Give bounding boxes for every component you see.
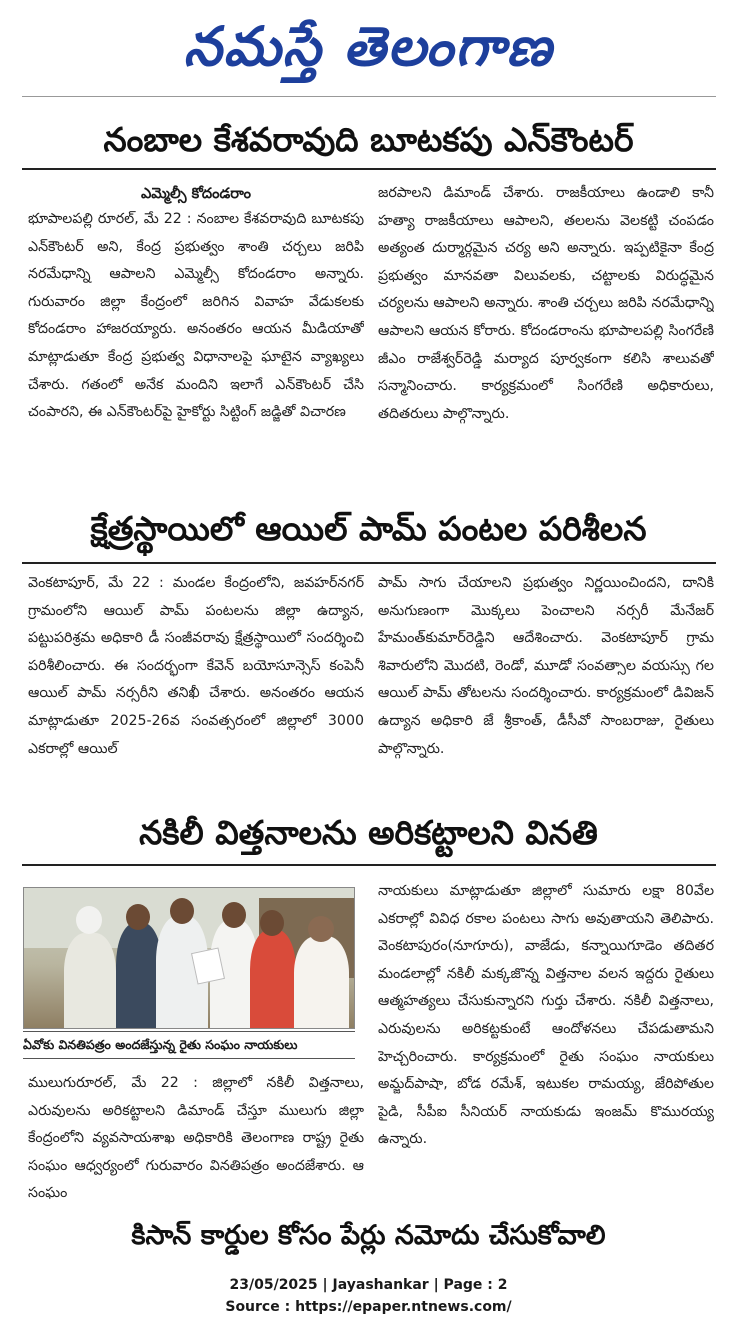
article1-body-2: జరపాలని డిమాండ్ చేశారు. రాజకీయాలు ఉండాలి కానీ హత్యా రాజకీయాలు ఆపాలని, తలలను వెలకట్టి చంపడం అత్యంత దుర్మార్గమైన చర్య అని అన్నారు. ఇప్పటికైనా కేంద్ర ప్రభుత్వం మానవతా విలువలకు, చట్టాలకు విరుద్ధమైన చర్యలను ఆపాలని అన్నారు. శాంతి చర్చలు జరిపి నరమేధాన్ని ఆపాలని ఆయన కోరారు. కోదండరాంను భూపాలపల్లి సింగరేణి జీఎం రాజేశ్వర్‌రెడ్డి మర్యాద పూర్వకంగా కలిసి శాలువతో సన్మానించారు. కార్యక్రమంలో సింగరేణి అధికారులు, తదితరులు పాల్గొన్నారు.	[378, 185, 714, 422]
news-photo	[23, 887, 355, 1029]
article1-divider	[22, 168, 716, 170]
footer-source[interactable]: Source : https://epaper.ntnews.com/	[225, 1299, 512, 1315]
article3-body-2: నాయకులు మాట్లాడుతూ జిల్లాలో సుమారు లక్షా 80వేల ఎకరాల్లో వివిధ రకాల పంటలు సాగు అవుతాయని తెలిపారు. వెంకటాపురం(నూగూరు), వాజేడు, కన్నాయిగూడెం తదితర మండలాల్లో నకిలీ మక్కజొన్న విత్తనాల వలన ఇద్దరు రైతులు ఆత్మహత్యలు చేసుకున్నారని గుర్తు చేశారు. నకిలీ విత్తనాలు, ఎరువులను అరికట్టకుంటే ఆందోళనలు చేపడుతామని హెచ్చరించారు. కార్యక్రమంలో రైతు సంఘం నాయకులు అమ్జద్‌పాషా, బోడ రమేశ్, ఇటుకల రామయ్య, జేరిపోతుల పైడి, సీపీఐ సీనియర్ నాయకుడు ఇంజమ్ కొమురయ్య ఉన్నారు.	[378, 883, 714, 1148]
masthead-logo: నమస్తే తెలంగాణ	[183, 15, 554, 78]
footer-date-page: 23/05/2025 | Jayashankar | Page : 2	[229, 1277, 508, 1293]
article1-column-2	[378, 180, 714, 482]
article2-body-1: వెంకటాపూర్, మే 22 : మండల కేంద్రంలోని, జవహర్‌నగర్ గ్రామంలోని ఆయిల్ పామ్ పంటలను జిల్లా ఉద్యాన, పట్టుపరిశ్రమ అధికారి డీ సంజీవరావు క్షేత్రస్థాయిలో సందర్శించి పరిశీలించారు. ఈ సందర్భంగా కేవెన్ బయోసూన్సెస్ కంపెనీ ఆయిల్ పామ్ నర్సరీని తనిఖీ చేశారు. అనంతరం ఆయన మాట్లాడుతూ 2025-26వ సంవత్సరంలో జిల్లాలో 3000 ఎకరాల్లో ఆయిల్	[28, 575, 364, 757]
article1-headline: నంబాల కేశవరావుది బూటకపు ఎన్‌కౌంటర్	[103, 120, 634, 159]
article3-headline: నకిలీ విత్తనాలను అరికట్టాలని వినతి	[139, 813, 598, 852]
article1-column-1	[28, 206, 364, 482]
article2-column-2	[378, 570, 714, 794]
article3-column-2	[378, 878, 714, 1214]
article2-body-2: పామ్ సాగు చేయాలని ప్రభుత్వం నిర్ణయించిందని, దానికి అనుగుణంగా మొక్కలు పెంచాలని నర్సరీ మేనేజర్ హేమంత్‌కుమార్‌రెడ్డిని ఆదేశించారు. వెంకటాపూర్ గ్రామ శివారులోని మొదటి, రెండో, మూడో సంవత్సాల వయస్సు గల ఆయిల్ పామ్ తోటలను సందర్శించారు. కార్యక్రమంలో డివిజన్ ఉద్యాన అధికారి జే శ్రీకాంత్, డీసీవో సాంబరాజు, రైతులు పాల్గొన్నారు.	[378, 575, 714, 757]
article3-divider	[22, 864, 716, 866]
article3-column-1	[28, 1070, 364, 1214]
photo-caption: ఏవోకు వినతిపత్రం అందజేస్తున్న రైతు సంఘం నాయకులు	[23, 1031, 355, 1059]
article2-divider	[22, 562, 716, 564]
article2-headline: క్షేత్రస్థాయిలో ఆయిల్ పామ్ పంటల పరిశీలన	[90, 509, 647, 548]
article1-byline: ఎమ్మెల్సీ కోదండరాం	[141, 186, 251, 202]
article1-body-1: భూపాలపల్లి రూరల్, మే 22 : నంబాల కేశవరావుది బూటకపు ఎన్‌కౌంటర్ అని, కేంద్ర ప్రభుత్వం శాంతి చర్చలు జరిపి నరమేధాన్ని ఆపాలని ఎమ్మెల్సీ కోదండరాం అన్నారు. గురువారం జిల్లా కేంద్రంలో జరిగిన వివాహ వేడుకలకు కోదండరాం హాజరయ్యారు. అనంతరం ఆయన మీడియాతో మాట్లాడుతూ కేంద్ర ప్రభుత్వ విధానాలపై ఘాటైన వ్యాఖ్యలు చేశారు. గతంలో అనేక మందిని ఇలాగే ఎన్‌కౌంటర్ చేసి చంపారని, ఈ ఎన్‌కౌంటర్‌పై హైకోర్టు సిట్టింగ్ జడ్జితో విచారణ	[28, 211, 364, 421]
masthead-divider	[22, 96, 716, 97]
article2-column-1	[28, 570, 364, 794]
article4-headline: కిసాన్ కార్డుల కోసం పేర్లు నమోదు చేసుకోవాలి	[131, 1220, 606, 1251]
article3-body-1: ములుగురూరల్, మే 22 : జిల్లాలో నకిలీ విత్తనాలు, ఎరువులను అరికట్టాలని డిమాండ్ చేస్తూ ములుగు జిల్లా కేంద్రంలోని వ్యవసాయశాఖ అధికారికి తెలంగాణ రాష్ట్ర రైతు సంఘం ఆధ్వర్యంలో గురువారం వినతిపత్రం అందజేశారు. ఆ సంఘం	[28, 1075, 364, 1202]
